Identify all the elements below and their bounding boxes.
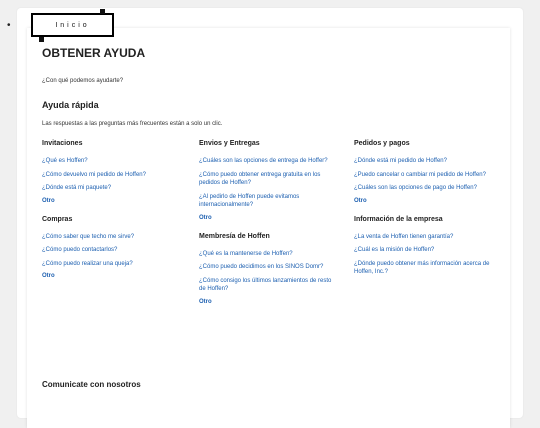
faq-link[interactable]: ¿Puedo cancelar o cambiar mi pedido de Hoffen? bbox=[354, 171, 486, 178]
faq-link[interactable]: ¿Cómo devuelvo mi pedido de Hoffen? bbox=[42, 171, 146, 178]
contact-title: Comunicate con nosotros bbox=[42, 380, 141, 389]
column-3 bbox=[354, 140, 504, 282]
faq-list-invitations bbox=[42, 157, 182, 193]
faq-link[interactable]: ¿Cuáles son las opciones de pago de Hoffen? bbox=[354, 185, 477, 191]
help-question: ¿Con qué podemos ayudarte? bbox=[42, 78, 124, 84]
faq-list-purchases bbox=[42, 233, 182, 269]
quick-help-description: Las respuestas a las preguntas más frecuentes están a solo un clic. bbox=[42, 121, 223, 127]
faq-list-orders bbox=[354, 157, 504, 193]
faq-list-membership bbox=[199, 250, 339, 294]
faq-link[interactable]: ¿Qué es la mantenerse de Hoffen? bbox=[199, 250, 293, 257]
faq-link[interactable]: ¿Cómo saber que techo me sirve? bbox=[42, 233, 135, 240]
section-title-purchases: Compras bbox=[42, 215, 73, 223]
faq-link[interactable]: ¿Cómo puedo decidimos en los SINOS Domr? bbox=[199, 264, 324, 270]
section-title-shipping: Envios y Entregas bbox=[199, 140, 260, 147]
selection-handle-top bbox=[100, 9, 105, 14]
other-link-orders[interactable]: Otro bbox=[354, 197, 367, 204]
page-title: OBTENER AYUDA bbox=[42, 46, 146, 60]
faq-link[interactable]: ¿Dónde está mi pedido de Hoffen? bbox=[354, 158, 447, 164]
other-link-shipping[interactable]: Otro bbox=[199, 214, 212, 221]
other-link-invitations[interactable]: Otro bbox=[42, 197, 55, 204]
faq-link[interactable]: ¿Qué es Hoffen? bbox=[42, 158, 88, 164]
column-2 bbox=[199, 140, 339, 317]
column-1 bbox=[42, 140, 182, 291]
section-title-membership: Membresía de Hoffen bbox=[199, 232, 270, 240]
faq-link[interactable]: ¿Al pedirlo de Hoffen puede evitamos internacionalmente? bbox=[199, 193, 300, 208]
faq-link[interactable]: ¿Dónde puedo obtener más información acerca de Hoffen, Inc.? bbox=[354, 260, 490, 275]
faq-link[interactable]: ¿Dónde está mi paquete? bbox=[42, 185, 112, 191]
faq-link[interactable]: ¿La venta de Hoffen tienen garantía? bbox=[354, 233, 454, 240]
faq-link[interactable]: ¿Cómo puedo realizar una queja? bbox=[42, 260, 133, 267]
other-link-purchases[interactable]: Otro bbox=[42, 273, 55, 279]
faq-list-company bbox=[354, 233, 504, 277]
other-link-membership[interactable]: Otro bbox=[199, 298, 212, 305]
faq-link[interactable]: ¿Cuál es la misión de Hoffen? bbox=[354, 247, 435, 253]
faq-list-shipping bbox=[199, 157, 339, 210]
tab-home[interactable]: Inicio bbox=[31, 13, 114, 37]
section-title-orders: Pedidos y pagos bbox=[354, 140, 410, 147]
section-title-invitations: Invitaciones bbox=[42, 140, 83, 147]
faq-link[interactable]: ¿Cómo consigo los últimos lanzamientos de resto de Hoffen? bbox=[199, 277, 332, 292]
quick-help-title: Ayuda rápida bbox=[42, 100, 99, 110]
selection-handle-bottom bbox=[39, 37, 44, 42]
section-title-company: Información de la empresa bbox=[354, 215, 443, 223]
faq-link[interactable]: ¿Cuáles son las opciones de entrega de Hoffer? bbox=[199, 158, 328, 164]
faq-link[interactable]: ¿Cómo puedo obtener entrega gratuita en los pedidos de Hoffen? bbox=[199, 171, 321, 186]
list-bullet: • bbox=[7, 20, 11, 31]
faq-link[interactable]: ¿Cómo puedo contactarlos? bbox=[42, 247, 118, 253]
